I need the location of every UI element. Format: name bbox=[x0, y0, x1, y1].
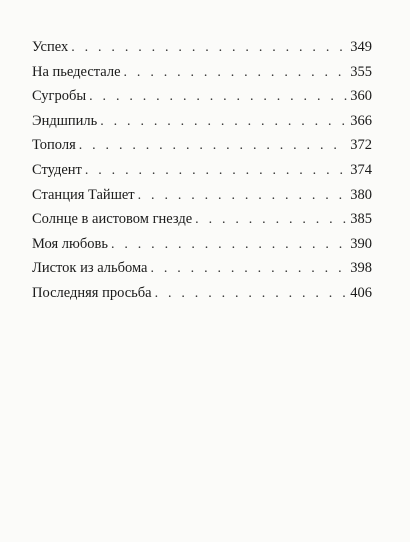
dot-leader bbox=[85, 162, 347, 180]
toc-entry-page: 406 bbox=[350, 284, 372, 301]
dot-leader bbox=[111, 236, 347, 254]
toc-entry-title: Студент bbox=[32, 161, 82, 178]
toc-entry-page: 390 bbox=[350, 235, 372, 252]
toc-entry bbox=[32, 136, 372, 161]
toc-entry-title: Станция Тайшет bbox=[32, 186, 135, 203]
dot-leader bbox=[155, 285, 348, 303]
dot-leader bbox=[79, 137, 348, 155]
toc-entry bbox=[32, 186, 372, 211]
dot-leader bbox=[195, 211, 347, 229]
toc-entry-page: 398 bbox=[350, 260, 372, 277]
dot-leader bbox=[138, 187, 348, 205]
toc-entry-title: Сугробы bbox=[32, 88, 87, 105]
toc-entry-title: Моя любовь bbox=[32, 235, 108, 252]
toc-entry-title: Солнце в аистовом гнезде bbox=[32, 211, 193, 228]
toc-entry-title: Эндшпиль bbox=[32, 112, 98, 129]
toc-entry-page: 374 bbox=[350, 161, 372, 178]
toc-entry bbox=[32, 210, 372, 235]
toc-entry-page: 380 bbox=[350, 186, 372, 203]
toc-entry-page: 349 bbox=[350, 39, 372, 55]
toc-entry bbox=[32, 87, 372, 112]
dot-leader bbox=[100, 113, 347, 131]
toc-entry-page: 385 bbox=[350, 211, 372, 228]
toc-entry-page: 366 bbox=[350, 112, 372, 129]
toc-entry-title: На пьедестале bbox=[32, 63, 121, 80]
toc-entry bbox=[32, 38, 372, 63]
toc-entry-title: Последняя просьба bbox=[32, 284, 152, 301]
toc-entry-page: 372 bbox=[350, 137, 372, 154]
toc-entry bbox=[32, 284, 372, 309]
toc-entry-title: Успех bbox=[32, 39, 69, 55]
dot-leader bbox=[124, 64, 348, 82]
toc-entry-title: Листок из альбома bbox=[32, 260, 148, 277]
toc-entry-title: Тополя bbox=[32, 137, 76, 154]
dot-leader bbox=[71, 39, 347, 57]
dot-leader bbox=[89, 88, 347, 106]
toc-entry bbox=[32, 161, 372, 186]
toc-entry bbox=[32, 235, 372, 260]
toc-entry-page: 360 bbox=[350, 88, 372, 105]
toc-entry bbox=[32, 63, 372, 88]
toc-entry bbox=[32, 112, 372, 137]
table-of-contents bbox=[32, 38, 372, 309]
toc-entry-page: 355 bbox=[350, 63, 372, 80]
toc-entry bbox=[32, 259, 372, 284]
dot-leader bbox=[150, 260, 347, 278]
